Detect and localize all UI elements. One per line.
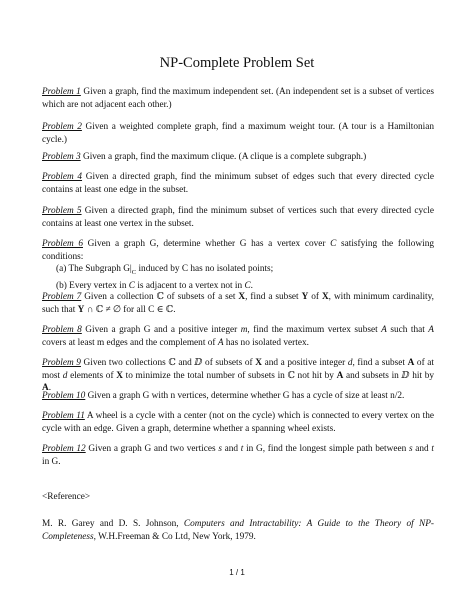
math-var: X	[238, 292, 246, 302]
problem-text: Given a weighted complete graph, find a maximum weight tour. (A tour is a Hamiltonian cycle.)	[42, 122, 434, 145]
problem-text: .	[48, 383, 52, 394]
problem-5	[42, 205, 434, 230]
problem-11	[42, 410, 434, 435]
math-var: X	[255, 358, 262, 368]
condition-text: (a) The Subgraph G|	[56, 264, 132, 275]
reference-heading: <Reference>	[42, 492, 91, 502]
problem-2	[42, 121, 434, 146]
problem-1	[42, 86, 434, 111]
condition-a	[42, 263, 434, 279]
math-var: t	[240, 444, 244, 454]
problem-label: Problem 1	[42, 87, 81, 97]
problem-label: Problem 9	[42, 358, 81, 368]
problem-text: Given a collection ℂ of subsets of a set	[81, 292, 239, 302]
problem-text: and subsets in ⅅ hit by	[343, 370, 435, 381]
reference-citation	[42, 518, 434, 543]
problem-label: Problem 6	[42, 239, 83, 249]
problem-text: , find the maximum vertex subset	[247, 325, 382, 335]
math-var: m	[240, 325, 248, 335]
math-var: Y	[301, 292, 309, 302]
math-var: C	[330, 239, 337, 249]
problem-label: Problem 11	[42, 411, 85, 421]
problem-text: Given a graph G with n vertices, determine whether G has a cycle of size at least n/2.	[85, 391, 405, 401]
math-var: d	[347, 358, 353, 368]
math-var: C	[244, 280, 251, 291]
problem-text: Given a graph G, determine whether G has a vertex cover	[82, 239, 331, 249]
math-var: Y	[77, 304, 85, 315]
problem-text: Given a graph, find the maximum independent set. (An independent set is a subset of vertices which are not adjacent each other.)	[42, 87, 434, 110]
problem-label: Problem 2	[42, 122, 82, 132]
problem-label: Problem 3	[42, 152, 81, 162]
condition-text: (b) Every vertex in	[56, 280, 129, 291]
problem-text: Given two collections ℂ and ⅅ of subsets of	[80, 358, 256, 368]
problem-8	[42, 324, 434, 349]
math-var: A	[407, 358, 415, 368]
problem-text: of	[308, 292, 322, 302]
math-var: s	[408, 444, 413, 454]
problem-text: and	[221, 444, 241, 454]
math-var: C	[128, 280, 135, 291]
problem-text: Given a graph G and a positive integer	[81, 325, 241, 335]
math-var: t	[431, 444, 435, 454]
problem-text: satisfying the following conditions:	[42, 239, 434, 262]
math-var: A	[42, 383, 49, 394]
problem-text: , find a subset	[245, 292, 302, 302]
reference-book-title: Computers and Intractability: A Guide to the Theory of NP-Completeness	[42, 519, 434, 542]
problem-label: Problem 5	[42, 206, 82, 216]
math-var: A	[381, 325, 387, 335]
problem-6	[42, 238, 434, 292]
problem-text: Given a graph G and two vertices	[85, 444, 219, 454]
problem-7	[42, 291, 434, 316]
math-var: d	[62, 370, 68, 381]
math-var: A	[217, 337, 224, 348]
problem-text: ∩ ℂ ≠ ∅ for all C ∈ ℂ.	[84, 304, 176, 315]
math-var: X	[321, 292, 329, 302]
problem-text: in G.	[42, 456, 61, 467]
problem-text: Given a graph, find the maximum clique. (A clique is a complete subgraph.)	[80, 152, 367, 162]
condition-text: is adjacent to a vertex not in	[135, 280, 245, 291]
math-subscript: C	[131, 269, 137, 277]
problem-12	[42, 443, 434, 468]
page-number: 1 / 1	[229, 568, 245, 577]
problem-label: Problem 12	[42, 444, 86, 454]
problem-text: Given a directed graph, find the minimum subset of edges such that every directed cycle contains at least one edge in the subset.	[42, 172, 434, 195]
problem-text: , with minimum cardinality, such that	[42, 292, 434, 315]
problem-3	[42, 151, 434, 164]
problem-text: and a positive integer	[261, 358, 348, 368]
problem-text: elements of	[67, 370, 117, 381]
problem-text: such that	[386, 325, 429, 335]
math-var: s	[218, 444, 222, 454]
problem-text: to minimize the total number of subsets in ℂ not hit by	[122, 370, 337, 381]
problem-label: Problem 10	[42, 391, 86, 401]
problem-label: Problem 8	[42, 325, 82, 335]
math-var: A	[336, 370, 344, 381]
problem-text: has no isolated vertex.	[223, 337, 309, 348]
problem-text: and	[412, 444, 432, 454]
problem-label: Problem 4	[42, 172, 83, 182]
problem-text: , find a subset	[352, 358, 408, 368]
problem-text: A wheel is a cycle with a center (not on the cycle) which is connected to every vertex on the cycle with an edge. Given a graph, determine whether a spanning wheel exists.	[42, 411, 434, 434]
condition-text: induced by C has no isolated points;	[136, 264, 274, 275]
reference-authors: M. R. Garey and D. S. Johnson,	[42, 519, 184, 529]
problem-text: in G, find the longest simple path between	[243, 444, 409, 454]
problem-4	[42, 171, 434, 196]
condition-text: .	[250, 280, 253, 291]
problem-text: covers at least m edges and the complement of	[42, 337, 218, 348]
problem-10	[42, 390, 434, 403]
problem-label: Problem 7	[42, 292, 82, 302]
problem-text: Given a directed graph, find the minimum subset of vertices such that every directed cycle contains at least one vertex in the subset.	[42, 206, 434, 229]
reference-publisher: , W.H.Freeman & Co Ltd, New York, 1979.	[93, 531, 256, 542]
page-title: NP-Complete Problem Set	[159, 55, 315, 71]
math-var: A	[428, 325, 434, 335]
problem-text: of at most	[42, 358, 434, 381]
math-var: X	[116, 370, 123, 381]
